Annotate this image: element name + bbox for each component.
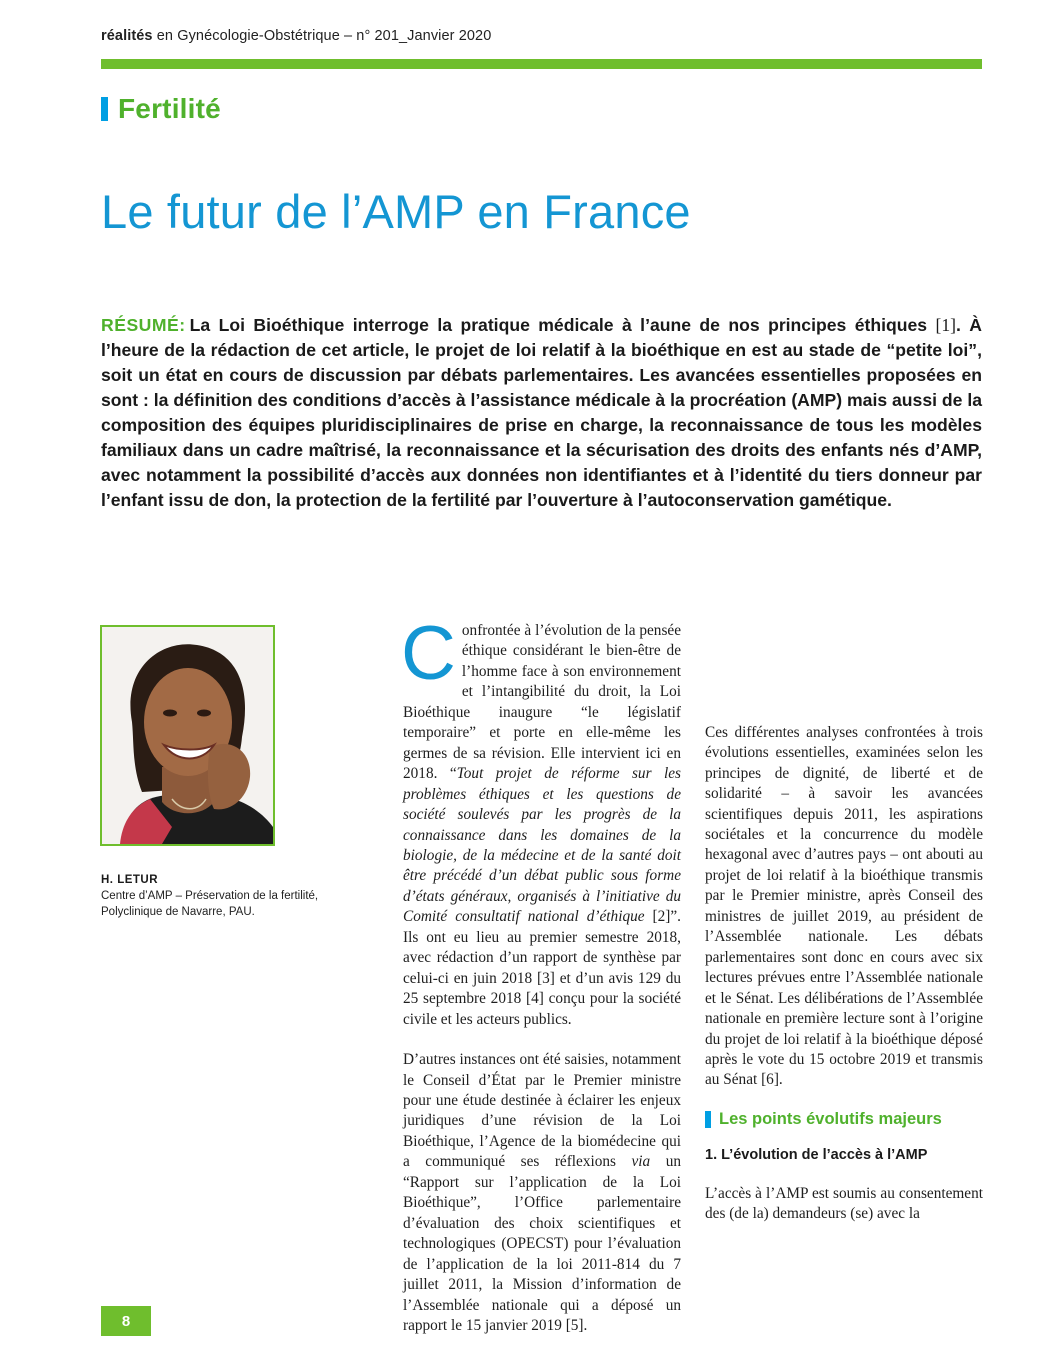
author-photo — [100, 625, 275, 846]
sub-subheading: 1. L’évolution de l’accès à l’AMP — [705, 1147, 928, 1164]
subheading-bar-icon — [705, 1111, 711, 1128]
author-portrait-icon — [102, 627, 273, 844]
body-text: [2]”. Ils ont eu lieu au premier semestre 2018, avec rédaction d’un rapport de synthèse par celui-ci en juin 2018 [3] et d’un avis 129 du 25 septembre 2018 [4] conçu pour la société civile et les acteurs publics. — [403, 908, 681, 1028]
journal-issue: en Gynécologie-Obstétrique – n° 201_Janvier 2020 — [156, 28, 492, 44]
abstract-text-2: . À l’heure de la rédaction de cet article, le projet de loi relatif à la bioéthique en est au stade de “petite loi”, soit un état en cours de discussion par débats parlementaires. Les avancées essentielles proposées en sont : la définition des conditions d’accès à l’assistance médicale à la procréation (AMP) mais aussi de la composition des équipes pluridisciplinaires de prise en charge, la reconnaissance de tous les modèles familiaux dans un cadre maîtrisé, la reconnaissance et la sécurisation des droits des enfants nés d’AMP, avec notamment la possibilité d’accès aux données non identifiantes et à l’identité du tiers donneur par l’enfant issu de don, la protection de la fertilité par l’ouverture à l’autoconservation gamétique. — [101, 315, 983, 510]
body-italic: via — [631, 1153, 651, 1171]
header-rule — [101, 59, 982, 69]
section-bar-icon — [101, 97, 108, 121]
abstract — [101, 313, 982, 513]
body-paragraph: Ces différentes analyses confrontées à trois évolutions essentielles, examinées selon les principes de dignité, de liberté et de solidarité – à savoir les avancées scientifiques depuis 2011, les aspirations sociétales et la concurrence du modèle hexagonal avec d’autres pays – ont abouti au projet de loi relatif à la bioéthique transmis par le Premier ministre, après Conseil des ministres de juillet 2019, au président de l’Assemblée nationale. Les débats parlementaires sont donc en cours avec six lectures prévues entre l’Assemblée nationale et le Sénat. Les délibérations de l’Assemblée nationale en première lecture sont à l’origine du projet de loi relatif à la bioéthique déposé après le vote du 15 octobre 2019 et transmis au Sénat [6]. — [705, 723, 983, 1089]
journal-masthead — [101, 28, 491, 44]
body-column-1 — [401, 611, 681, 1334]
abstract-label: RÉSUMÉ: — [101, 315, 186, 335]
abstract-reference: [1] — [935, 315, 956, 335]
author-affiliation-line: Polyclinique de Navarre, PAU. — [101, 905, 255, 918]
body-quote: Tout projet de réforme sur les problèmes éthiques et les questions de société soulevés par les progrès de la connaissance dans les domaines de la biologie, de la médecine et de la santé doit être précédé d’un débat public sous forme d’états généraux, organisés à l’initiative du Comité consultatif national d’éthique — [403, 765, 681, 926]
section-label: Fertilité — [118, 93, 221, 124]
subheading — [705, 1109, 983, 1129]
body-text: un “Rapport sur l’application de la Loi Bioéthique”, l’Office parlementaire d’évaluation des choix scientifiques et technologiques (OPECST) pour l’évaluation de l’application de la loi 2011-814 du 7 juillet 2011, la Mission d’information de l’Assemblée nationale qui a déposé un rapport le 15 janvier 2019 [5]. — [403, 1153, 681, 1334]
journal-name: réalités — [101, 28, 153, 44]
abstract-text-1: La Loi Bioéthique interroge la pratique médicale à l’aune de nos principes éthiques — [189, 315, 928, 335]
subheading-text: Les points évolutifs majeurs — [719, 1109, 942, 1128]
author-affiliation — [101, 889, 351, 920]
body-paragraph — [403, 1050, 681, 1336]
author-affiliation-line: Centre d’AMP – Préservation de la fertilité, — [101, 890, 319, 902]
section-tag — [101, 93, 221, 125]
body-paragraph — [401, 611, 681, 1030]
page-number: 8 — [101, 1306, 151, 1336]
body-text: onfrontée à l’évolution de la pensée éthique considérant le bien-être de l’homme face à son environnement et l’intangibilité du droit, la Loi Bioéthique inaugure “le législatif temporaire” et porte en elle-même les germes de sa révision. Elle intervient ici en 2018. “ — [403, 622, 681, 783]
author-name: H. LETUR — [101, 874, 159, 886]
body-paragraph: L’accès à l’AMP est soumis au consentement des (de la) demandeurs (se) avec la — [705, 1184, 983, 1223]
article-title: Le futur de l’AMP en France — [101, 185, 691, 238]
drop-cap: C — [401, 611, 456, 696]
body-column-2 — [705, 621, 983, 1225]
body-text: D’autres instances ont été saisies, notamment le Conseil d’État par le Premier ministre pour une étude destinée à éclairer les enjeux juridiques d’une révision de la Loi Bioéthique, l’Agence de la biomédecine qui a communiqué ses réflexions — [403, 1051, 681, 1171]
